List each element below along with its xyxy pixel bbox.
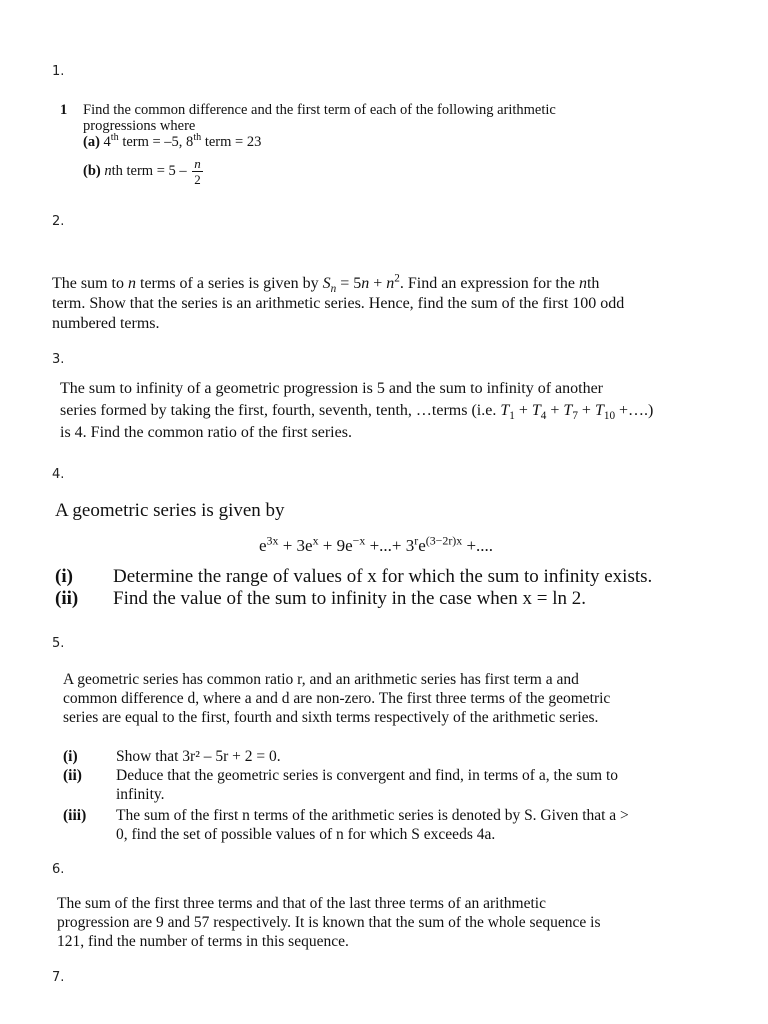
q1-part-a: (a) 4th term = –5, 8th term = 23 [83, 132, 262, 150]
question-number-2: 2. [52, 214, 65, 229]
q1-line-1: Find the common difference and the first term of each of the following arithmetic [83, 102, 556, 118]
question-3 [60, 378, 710, 444]
q4-series: $e^{3x} + 3e^x + 9e^{-x}$ +...+ $3^re^{(3-2r)x}$ +.... [259, 533, 494, 555]
q3-line-1: The sum to infinity of a geometric progression is 5 and the sum to infinity of another [60, 380, 604, 397]
q5-line-2: common difference d, where a and d are non-zero. The first three terms of the geometric [63, 690, 611, 707]
q6-line-3: 121, find the number of terms in this sequence. [57, 933, 349, 950]
question-number-5: 5. [52, 636, 65, 651]
q2-line-3: numbered terms. [52, 315, 160, 332]
question-number-4: 4. [52, 467, 65, 482]
q1-part-b: (b) nth term = 5 – $\frac{n}{2}$ [83, 156, 201, 187]
q3-line-3: is 4. Find the common ratio of the first series. [60, 424, 352, 441]
q4-part-ii: (ii) Find the value of the sum to infinity in the case when x = ln 2. [55, 588, 586, 609]
q5-line-1: A geometric series has common ratio r, and an arithmetic series has first term a and [63, 671, 579, 688]
question-1 [60, 102, 680, 187]
question-2 [52, 274, 712, 334]
q2-line-2: term. Show that the series is an arithmetic series. Hence, find the sum of the first 100 odd [52, 295, 625, 312]
q5-line-3: series are equal to the first, fourth and sixth terms respectively of the arithmetic series. [63, 709, 599, 726]
q4-intro: A geometric series is given by [55, 500, 285, 521]
q6-line-1: The sum of the first three terms and that of the last three terms of an arithmetic [57, 895, 546, 912]
q3-line-2: series formed by taking the first, fourth, seventh, tenth, …terms (i.e. $T_1 + T_4 + T_7 + T_{10}$ +….) [60, 402, 654, 423]
question-number-3: 3. [52, 352, 65, 367]
fraction-n-over-2: $\frac{n}{2}$ [194, 156, 201, 187]
q1-number: 1 [60, 102, 68, 118]
question-number-7: 7. [52, 970, 65, 985]
q1-line-2: progressions where [83, 118, 196, 134]
q5-part-iii: (iii) The sum of the first n terms of the arithmetic series is denoted by S. Given that a > 0, find the set of possible values of n for which S exceeds 4a. [63, 807, 629, 843]
q2-line-1: The sum to n terms of a series is given by $S_n = 5n + n^2$. Find an expression for the nth [52, 272, 600, 296]
question-6 [57, 894, 707, 951]
q4-part-i: (i) Determine the range of values of x for which the sum to infinity exists. [55, 566, 653, 587]
question-5 [63, 670, 713, 844]
question-number-6: 6. [52, 862, 65, 877]
q5-part-i: (i) Show that 3r² – 5r + 2 = 0. [63, 748, 281, 765]
q6-line-2: progression are 9 and 57 respectively. It is known that the sum of the whole sequence is [57, 914, 601, 931]
q5-part-ii: (ii) Deduce that the geometric series is convergent and find, in terms of a, the sum to infinity. [63, 767, 619, 803]
question-4 [55, 500, 735, 610]
question-number-1: 1. [52, 64, 65, 79]
